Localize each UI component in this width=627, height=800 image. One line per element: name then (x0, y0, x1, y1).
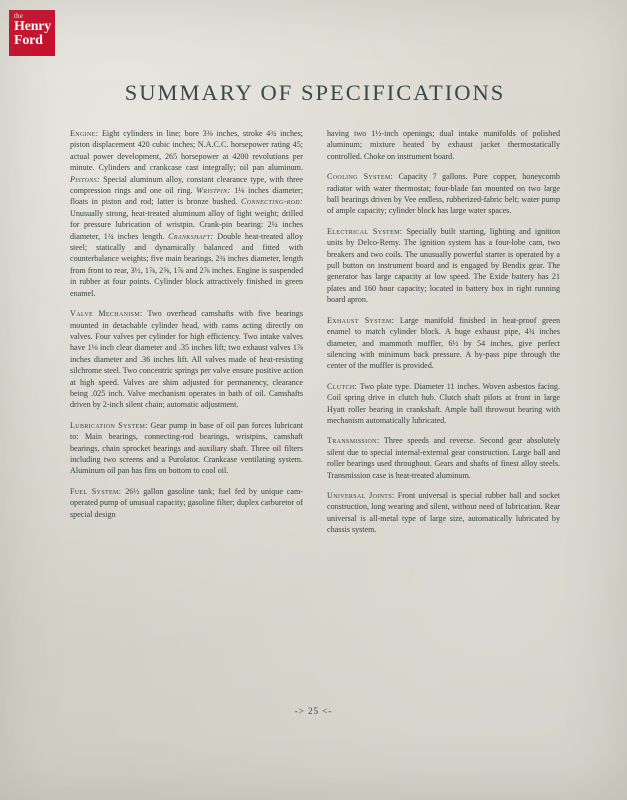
left-column (70, 128, 303, 536)
paragraph-exhaust-system (327, 315, 560, 372)
logo-the-text: the (14, 12, 24, 20)
page-number: -> 25 <- (294, 706, 333, 716)
paragraph-cooling-system (327, 171, 560, 217)
paragraph-transmission (327, 435, 560, 481)
document-body (70, 80, 560, 536)
paragraph-text: Capacity 7 gallons. Pure copper, honeycomb radiator with water thermostat; four-blade fan mounted on two large ball bearings driven by Vee endless, rubberized-fabric belt; water pump of ample capacity; cylinder block has large water spaces. (327, 172, 560, 216)
paragraph-text: Unusually strong, heat-treated aluminum alloy of light weight; drilled for pressure lubrication of wristpin. Crank-pin bearing: 2¼ inches diameter, 1¾ inches length. (70, 208, 303, 241)
paragraph-electrical-system (327, 226, 560, 306)
section-label-electrical-system: Electrical System: (327, 226, 403, 236)
paragraph-text: Two plate type. Diameter 11 inches. Woven asbestos facing. Coil spring drive in clutch hub. Clutch shaft pilots at front in large Hyatt roller bearing in crankshaft. Ample ball throwout bearing with mechanism automatically lubricated. (327, 381, 560, 425)
paragraph-lubrication-system (70, 420, 303, 477)
henry-ford-logo (9, 10, 55, 56)
paragraph-text: Three speeds and reverse. Second gear absolutely silent due to special internal-external gear construction. Large ball and roller bearings used throughout. Gears and shafts of finest alloy steels. Transmission case is heat-treated aluminum. (327, 436, 560, 480)
page-title: SUMMARY OF SPECIFICATIONS (124, 80, 506, 105)
paragraph-text: Double heat-treated alloy steel; statically and dynamically balanced and fitted with counterbalance weights; five main bearings, 2¾ inches diameter, length from front to rear, 3½, 1⅞, 2⅝, 1⅞ and 2⅞ inches. Engine is suspended in rubber at four points. Cylinder block attractively finished in green enamel. (70, 231, 303, 298)
paragraph-clutch (327, 381, 560, 427)
logo-henry-text: Henry (14, 19, 52, 35)
section-label-clutch: Clutch: (327, 381, 358, 391)
paragraph-text: Front universal is special rubber ball and socket construction, long wearing and silent, without need of lubrication. Rear universal is all-metal type of large size, automatically lubricated by chassis system. (327, 490, 560, 535)
paragraph-text: Special aluminum alloy, constant clearance type, with three compression rings and one oil ring. (70, 174, 303, 196)
section-label-fuel-system: Fuel System: (70, 486, 122, 496)
section-label-lubrication-system: Lubrication System: (70, 420, 148, 430)
section-label-transmission: Transmission: (327, 436, 380, 446)
section-label-universal-joints: Universal Joints: (327, 490, 395, 500)
paragraph-text: 26½ gallon gasoline tank; fuel fed by unique cam-operated pump of unusual capacity; gasoline filter; duplex carburetor of special design (70, 486, 303, 519)
paragraph-text: Gear pump in base of oil pan forces lubricant to: Main bearings, connecting-rod bearings, wristpins, camshaft bearings, chain sprocket bearings and auxiliary shaft. Three oil filters including two screens and a Purolator. Crankcase ventilating system. Aluminum oil pan has fins on bottom to cool oil. (70, 420, 303, 476)
section-label-wristpin: Wristpin: (196, 186, 231, 196)
section-label-engine: Engine: (70, 129, 99, 138)
column-container (70, 128, 560, 536)
section-label-crankshaft: Crankshaft: (168, 231, 214, 241)
paragraph-fuel-system-continued (327, 128, 560, 162)
paragraph-text: having two 1½-inch openings; dual intake manifolds of polished aluminum; mixture heated by exhaust jacket thermostatically controlled. Choke on instrument board. (327, 129, 560, 161)
section-label-valve-mechanism: Valve Mechanism: (70, 309, 143, 319)
paragraph-text: Two overhead camshafts with five bearings mounted in detachable cylinder head, with cams acting directly on valves. Four valves per cylinder for high efficiency. Two intake valves have 1⅛ inch clear diameter and .35 inches lift; two exhaust valves 1⅞ inches diameter and .36 inches lift. All valves made of heat-resisting silchrome steel. Two concentric springs per valve ensure positive action at high speed. Valves are shim adjusted for permanency, clearance being .025 inch. Valve mechanism operates in bath of oil. Camshafts driven by 2-inch silent chain; automatic adjustment. (70, 309, 303, 410)
paragraph-text: Specially built starting, lighting and ignition units by Delco-Remy. The ignition system has a four-lobe cam, two breakers and two coils. The unusually powerful starter is operated by a pull button on instrument board and is engaged by Bendix gear. The generator has large capacity at low speed. The Exide battery has 21 plates and 160 hour capacity; located in battery box in right running board apron. (327, 226, 561, 305)
section-label-pistons: Pistons: (70, 174, 101, 184)
paragraph-text: Eight cylinders in line; bore 3⅜ inches, stroke 4¾ inches; piston displacement 420 cubic inches; N.A.C.C. horsepower rating 45; actual power development, 265 horsepower at 4200 revolutions per minute. Cylinders and crankcase cast integrally; oil pan aluminum. (70, 129, 303, 173)
section-label-cooling-system: Cooling System: (327, 172, 394, 182)
paragraph-fuel-system (70, 486, 303, 520)
logo-ford-text: Ford (14, 33, 43, 49)
paragraph-text: Large manifold finished in heat-proof green enamel to match cylinder block. A huge exhaust pipe, 4¾ inches diameter, and mammoth muffler, 6½ by 54 inches, give perfect silencing with minimum back pressure. A by-pass pipe through the center of the muffler is provided. (327, 315, 561, 371)
paragraph-valve-mechanism (70, 308, 303, 411)
paragraph-universal-joints (327, 490, 560, 536)
section-label-connecting-rod: Connecting-rod: (240, 197, 303, 207)
right-column (327, 128, 560, 536)
section-label-exhaust-system: Exhaust System: (327, 315, 395, 325)
paragraph-engine (70, 128, 303, 299)
paragraph-text: 1⅛ inches diameter; floats in piston and rod; latter is bronze bushed. (70, 186, 303, 207)
